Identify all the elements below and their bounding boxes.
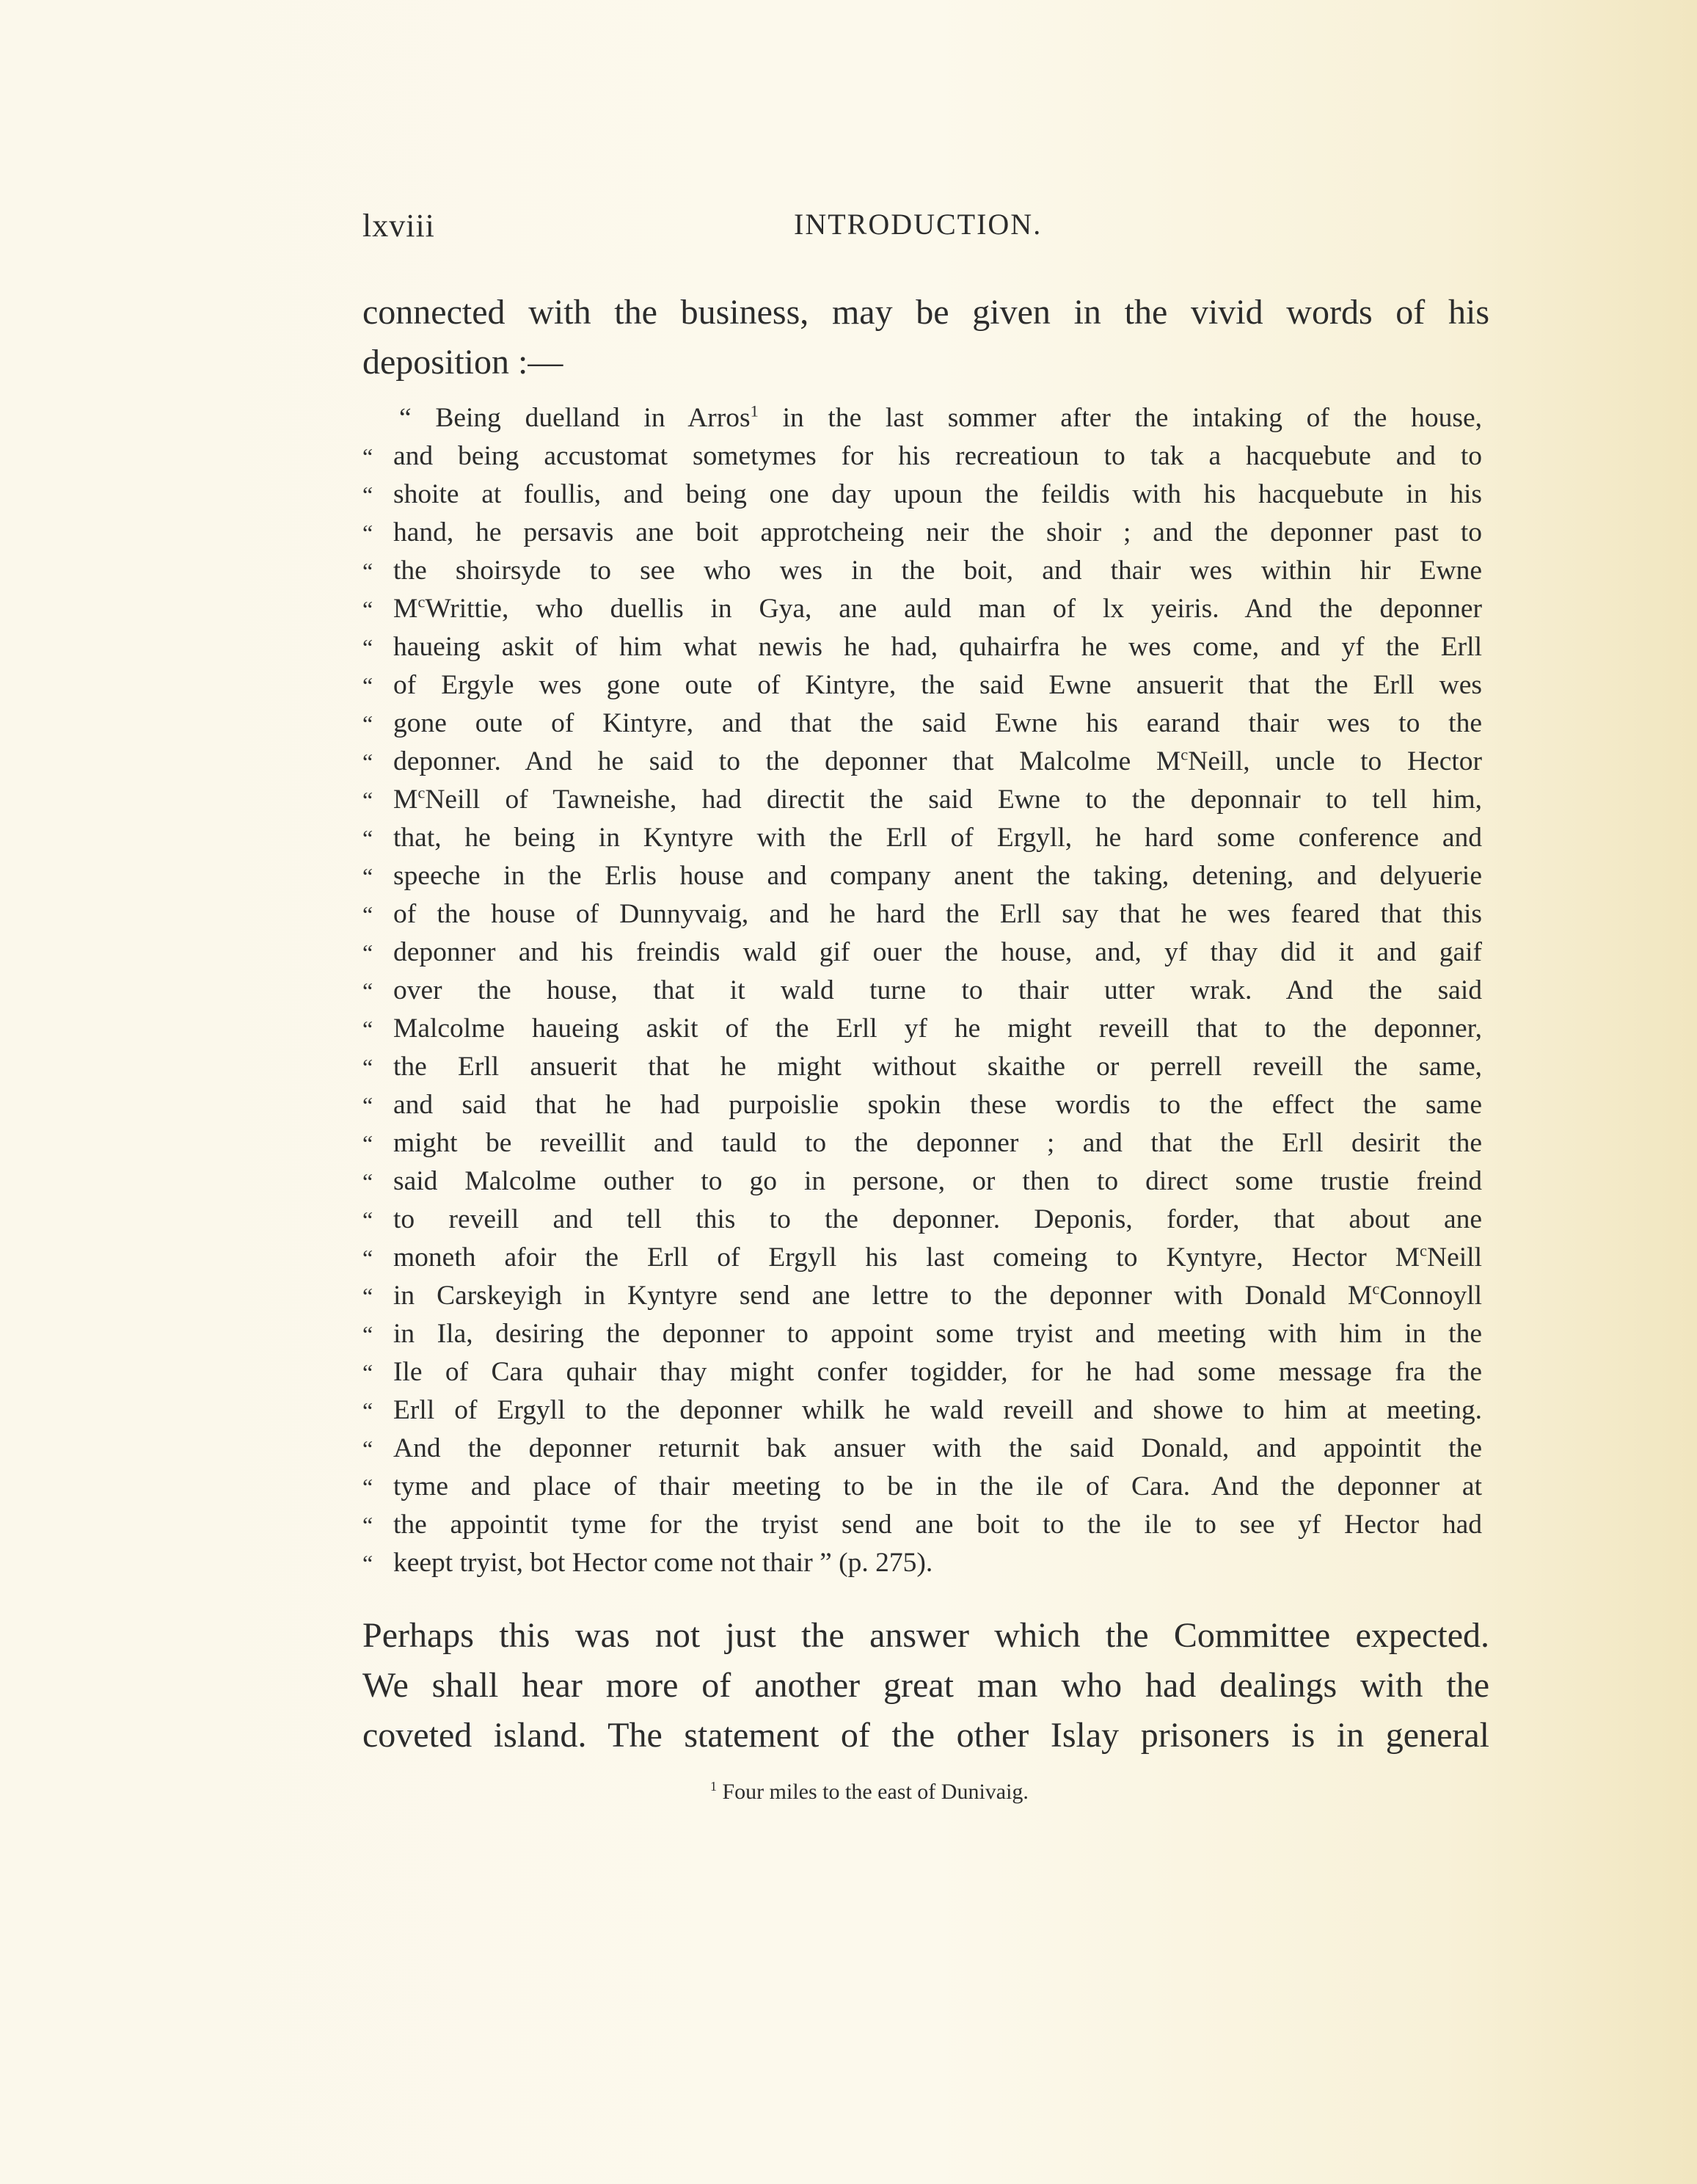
quote-text: the shoirsyde to see who wes in the boit, and thair wes within hir Ewne — [393, 556, 1482, 586]
quote-mark: “ — [362, 1512, 373, 1538]
superscript: c — [417, 592, 426, 611]
quote-mark: “ — [362, 939, 373, 966]
quote-line — [362, 1544, 1482, 1582]
text-line: deposition :— — [362, 343, 563, 382]
quote-line — [362, 666, 1482, 705]
quote-mark: “ — [362, 634, 373, 660]
quote-text: Malcolme haueing askit of the Erll yf he might reveill that to the deponner, — [393, 1013, 1482, 1044]
quote-mark: “ — [362, 825, 373, 851]
quote-text: and said that he had purpoislie spokin these wordis to the effect the same — [393, 1090, 1482, 1120]
deposition-quote — [362, 399, 1482, 1582]
quote-text: deponner. And he said to the deponner that Malcolme M — [393, 746, 1181, 776]
quote-text: that, he being in Kyntyre with the Erll of Ergyll, he hard some conference and — [393, 823, 1482, 853]
quote-mark: “ — [362, 710, 373, 737]
text-line: We shall hear more of another great man who had dealings with the — [362, 1666, 1489, 1705]
quote-mark: “ — [362, 481, 373, 508]
quote-text: speeche in the Erlis house and company anent the taking, detening, and delyuerie — [393, 861, 1482, 891]
quote-mark: “ — [362, 1245, 373, 1271]
quote-mark: “ — [362, 978, 373, 1004]
quote-line — [362, 895, 1482, 933]
quote-mark: “ — [362, 901, 373, 928]
running-head — [362, 207, 1489, 251]
quote-mark: “ — [362, 1359, 373, 1386]
quote-text: said Malcolme outher to go in persone, or then to direct some trustie freind — [393, 1166, 1482, 1196]
quote-mark: “ — [362, 1016, 373, 1042]
quote-line — [362, 1391, 1482, 1430]
quote-mark: “ — [362, 672, 373, 699]
quote-line — [362, 552, 1482, 590]
quote-text: the Erll ansuerit that he might without skaithe or perrell reveill the same, — [393, 1052, 1482, 1082]
quote-line — [362, 1086, 1482, 1124]
quote-mark: “ — [362, 863, 373, 889]
quote-text: Ile of Cara quhair thay might confer togidder, for he had some message fra the — [393, 1357, 1482, 1387]
quote-text: M — [393, 785, 418, 815]
quote-line — [362, 743, 1482, 781]
quote-mark: “ — [362, 749, 373, 775]
running-title: INTRODUCTION. — [794, 208, 1043, 241]
quote-line — [362, 933, 1482, 972]
footnote-text: Four miles to the east of Dunivaig. — [717, 1780, 1029, 1804]
quote-line — [362, 972, 1482, 1010]
quote-text: Connoyll — [1379, 1281, 1482, 1311]
footnote-number: 1 — [710, 1779, 717, 1794]
text-line: Perhaps this was not just the answer which the Committee expected. — [362, 1616, 1489, 1655]
quote-mark: “ — [362, 558, 373, 584]
quote-text: moneth afoir the Erll of Ergyll his last comeing to Kyntyre, Hector M — [393, 1242, 1420, 1273]
quote-text: in Ila, desiring the deponner to appoint some tryist and meeting with him in the — [393, 1319, 1482, 1349]
lead-paragraph — [362, 288, 1489, 387]
quote-mark: “ — [362, 1054, 373, 1080]
quote-text: hand, he persavis ane boit approtcheing neir the shoir ; and the deponner past to — [393, 517, 1482, 547]
quote-mark: “ — [362, 787, 373, 813]
quote-text: of the house of Dunnyvaig, and he hard the Erll say that he wes feared that this — [393, 899, 1482, 929]
closing-paragraph — [362, 1611, 1489, 1761]
quote-mark: “ — [362, 1397, 373, 1424]
quote-text: keept tryist, bot Hector come not thair ” (p. 275). — [393, 1548, 933, 1578]
footnote-ref: 1 — [750, 401, 759, 421]
quote-text: might be reveillit and tauld to the deponner ; and that the Erll desirit the — [393, 1128, 1482, 1158]
quote-mark: “ — [362, 1092, 373, 1118]
quote-text: in the last sommer after the intaking of the house, — [758, 403, 1482, 433]
quote-line — [362, 1506, 1482, 1544]
quote-mark: “ — [362, 1283, 373, 1309]
quote-line — [362, 1162, 1482, 1201]
quote-line — [362, 1277, 1482, 1315]
page-number: lxviii — [362, 208, 435, 244]
quote-text: to reveill and tell this to the deponner. Deponis, forder, that about ane — [393, 1204, 1482, 1234]
quote-mark: “ — [362, 443, 373, 470]
quote-mark: “ — [362, 520, 373, 546]
quote-line — [362, 1124, 1482, 1162]
quote-line — [362, 781, 1482, 819]
quote-text: Neill, uncle to Hector — [1188, 746, 1483, 776]
quote-text: Erll of Ergyll to the deponner whilk he wald reveill and showe to him at meeting. — [393, 1395, 1482, 1425]
quote-text: shoite at foullis, and being one day upoun the feildis with his hacquebute in his — [393, 479, 1482, 509]
quote-line — [362, 1468, 1482, 1506]
text-line: coveted island. The statement of the other Islay prisoners is in general — [362, 1716, 1489, 1755]
quote-text: the appointit tyme for the tryist send ane boit to the ile to see yf Hector had — [393, 1510, 1482, 1540]
quote-mark: “ — [362, 1321, 373, 1347]
text-line: connected with the business, may be given in the vivid words of his — [362, 293, 1489, 332]
quote-line — [362, 514, 1482, 552]
quote-text: Neill — [1427, 1242, 1482, 1273]
quote-text: deponner and his freindis wald gif ouer the house, and, yf thay did it and gaif — [393, 937, 1482, 967]
quote-line — [362, 1315, 1482, 1353]
footnote — [710, 1780, 1029, 1805]
quote-mark: “ — [362, 1550, 373, 1576]
quote-text: of Ergyle wes gone oute of Kintyre, the said Ewne ansuerit that the Erll wes — [393, 670, 1482, 700]
quote-line — [362, 1239, 1482, 1277]
superscript: c — [1420, 1241, 1428, 1260]
quote-line — [362, 399, 1482, 437]
quote-text: and being accustomat sometymes for his recreatioun to tak a hacquebute and to — [393, 441, 1482, 471]
quote-line — [362, 705, 1482, 743]
quote-text: haueing askit of him what newis he had, quhairfra he wes come, and yf the Erll — [393, 632, 1482, 662]
quote-text: M — [393, 594, 418, 624]
quote-text: Neill of Tawneishe, had directit the said Ewne to the deponnair to tell him, — [425, 785, 1482, 815]
quote-line — [362, 1430, 1482, 1468]
quote-mark: “ — [362, 596, 373, 622]
quote-line — [362, 628, 1482, 666]
quote-line — [362, 476, 1482, 514]
quote-text: gone oute of Kintyre, and that the said Ewne his earand thair wes to the — [393, 708, 1482, 738]
quote-text: over the house, that it wald turne to thair utter wrak. And the said — [393, 975, 1482, 1005]
quote-line — [362, 590, 1482, 628]
quote-line — [362, 437, 1482, 476]
quote-line — [362, 1010, 1482, 1048]
quote-line — [362, 1201, 1482, 1239]
superscript: c — [417, 783, 426, 802]
quote-line — [362, 1353, 1482, 1391]
quote-text: And the deponner returnit bak ansuer with the said Donald, and appointit the — [393, 1433, 1482, 1463]
superscript: c — [1372, 1279, 1380, 1298]
superscript: c — [1180, 745, 1189, 764]
quote-line — [362, 857, 1482, 895]
quote-mark: “ — [362, 1130, 373, 1157]
quote-text: tyme and place of thair meeting to be in the ile of Cara. And the deponner at — [393, 1471, 1482, 1502]
quote-mark: “ — [362, 1168, 373, 1195]
quote-mark: “ — [362, 1435, 373, 1462]
quote-line — [362, 819, 1482, 857]
quote-mark: “ — [362, 1206, 373, 1233]
quote-line — [362, 1048, 1482, 1086]
quote-text: in Carskeyigh in Kyntyre send ane lettre to the deponner with Donald M — [393, 1281, 1373, 1311]
quote-text: “ Being duelland in Arros — [399, 403, 751, 433]
quote-mark: “ — [362, 1474, 373, 1500]
quote-text: Writtie, who duellis in Gya, ane auld man of lx yeiris. And the deponner — [425, 594, 1482, 624]
